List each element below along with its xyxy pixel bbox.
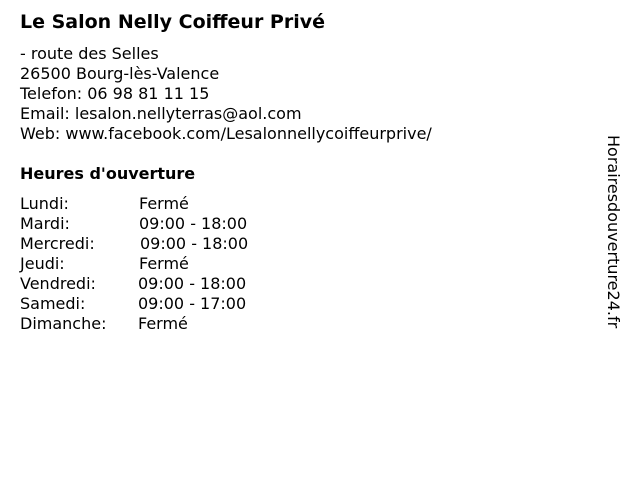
day-label: Vendredi: [20,274,96,293]
day-hours: Fermé [139,254,189,273]
email-line: Email: lesalon.nellyterras@aol.com [20,104,302,123]
day-label: Dimanche: [20,314,107,333]
salon-name: Le Salon Nelly Coiffeur Privé [20,11,326,33]
day-label: Samedi: [20,294,86,313]
day-hours: Fermé [138,314,188,333]
day-hours: 09:00 - 18:00 [139,214,248,233]
day-label: Mardi: [20,214,70,233]
phone-line: Telefon: 06 98 81 11 15 [20,84,210,103]
opening-hours-heading: Heures d'ouverture [20,164,196,183]
day-hours: 09:00 - 18:00 [140,234,249,253]
contact-block [20,44,432,144]
day-label: Jeudi: [20,254,65,273]
day-hours: Fermé [139,194,189,213]
day-hours: 09:00 - 17:00 [138,294,247,313]
street-address: - route des Selles [20,44,159,63]
site-watermark: Horairesdouverture24.fr [604,135,623,329]
web-line: Web: www.facebook.com/Lesalonnellycoiffeurprive/ [20,124,432,143]
day-label: Lundi: [20,194,69,213]
day-label: Mercredi: [20,234,95,253]
day-hours: 09:00 - 18:00 [138,274,247,293]
city-address: 26500 Bourg-lès-Valence [20,64,220,83]
